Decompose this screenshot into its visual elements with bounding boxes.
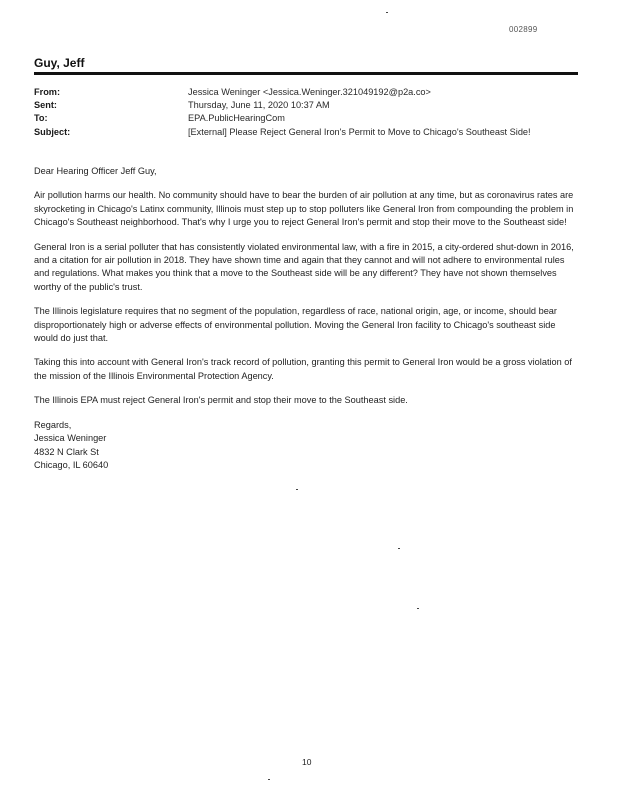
header-rule (34, 72, 578, 75)
body-paragraph-3: The Illinois legislature requires that no segment of the population, regardless of race, national origin, age, or income, should bear disproportionately high or adverse effects of environmental pollution. Moving the General Iron facility to Chicago's southeast side would do just that. (34, 306, 557, 344)
body-paragraph-5: The Illinois EPA must reject General Iron's permit and stop their move to the Southeast side. (34, 395, 408, 406)
signature-block (34, 419, 582, 473)
header-row-sent (34, 99, 594, 112)
body-paragraph-1: Air pollution harms our health. No community should have to bear the burden of air pollution at any time, but as coronavirus rates are skyrocketing in Chicago's Latinx community, Illinois must step up to stop polluters like General Iron from compounding the problem in Chicago's Southeast neighborhood. That's why I urge you to reject General Iron's permit and stop their move to the Southeast side! (34, 190, 574, 228)
sent-value: Thursday, June 11, 2020 10:37 AM (188, 100, 330, 111)
sender-heading: Guy, Jeff (34, 56, 85, 70)
bates-number: 002899 (509, 25, 538, 34)
page-number: 10 (302, 757, 312, 767)
signature-street: 4832 N Clark St (34, 446, 99, 457)
email-header (34, 86, 594, 139)
header-row-to (34, 112, 594, 125)
email-body (34, 165, 582, 472)
signature-city: Chicago, IL 60640 (34, 459, 109, 470)
subject-label: Subject: (34, 126, 71, 137)
to-value: EPA.PublicHearingCom (188, 113, 285, 124)
body-paragraph-4: Taking this into account with General Iron's track record of pollution, granting this permit to General Iron would be a gross violation of the mission of the Illinois Environmental Protection Agency. (34, 357, 572, 381)
to-label: To: (34, 113, 48, 124)
from-label: From: (34, 87, 61, 97)
scan-speck (417, 608, 419, 609)
scan-speck (386, 12, 388, 13)
sent-label: Sent: (34, 100, 57, 111)
from-value: Jessica Weninger <Jessica.Weninger.321049192@p2a.co> (188, 87, 431, 97)
scan-speck (296, 489, 298, 490)
subject-value: [External] Please Reject General Iron's Permit to Move to Chicago's Southeast Side! (188, 126, 531, 137)
scan-speck (398, 548, 400, 549)
closing: Regards, (34, 419, 72, 430)
header-row-from (34, 86, 594, 99)
signature-name: Jessica Weninger (34, 433, 107, 444)
header-row-subject (34, 126, 594, 139)
body-paragraph-2: General Iron is a serial polluter that has consistently violated environmental law, with a fire in 2015, a city-ordered shut-down in 2016, and a citation for air pollution in 2018. They have shown time and again that they cannot and will not adhere to environmental rules and regulations. What makes you think that a move to the Southeast side will be any different? They have not shown themselves worthy of the public's trust. (34, 241, 574, 292)
salutation: Dear Hearing Officer Jeff Guy, (34, 166, 157, 176)
scan-speck (268, 779, 270, 780)
